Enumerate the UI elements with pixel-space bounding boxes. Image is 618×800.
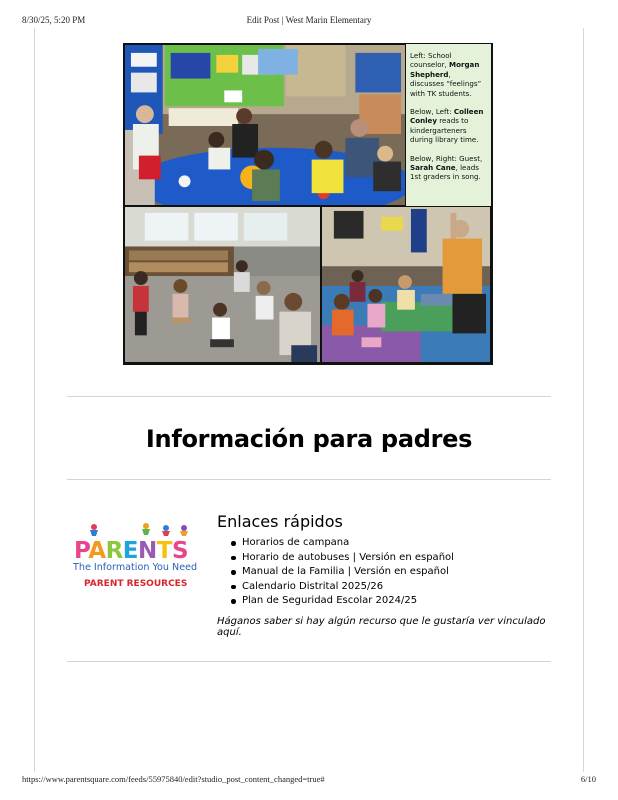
photo-collage [123, 43, 493, 365]
print-url: https://www.parentsquare.com/feeds/55975840/edit?studio_post_content_changed=true# [22, 774, 325, 784]
link-family-handbook[interactable]: Manual de la Familia | Versión en español [231, 565, 557, 580]
svg-text:The Information You Need!: The Information You Need! [73, 562, 198, 573]
quick-links-list [231, 536, 557, 609]
caption-library: Below, Left: Colleen Conley reads to kindergarteners during library time. [410, 107, 484, 145]
library-photo [124, 206, 321, 363]
quick-links-section [217, 512, 557, 638]
parent-resources-logo [70, 520, 198, 592]
section-divider-middle [67, 479, 551, 480]
link-school-safety-plan[interactable]: Plan de Seguridad Escolar 2024/25 [231, 594, 557, 609]
link-district-calendar[interactable]: Calendario Distrital 2025/26 [231, 580, 557, 595]
music-photo [321, 206, 491, 363]
resource-request-note: Háganos saber si hay algún recurso que le gustaría ver vinculado aquí. [217, 615, 546, 638]
section-divider-top [67, 396, 551, 397]
print-page-title: Edit Post | West Marin Elementary [246, 15, 372, 25]
print-header [22, 15, 596, 27]
classroom-photo-counselor [124, 44, 406, 206]
svg-text:PARENTS: PARENTS [74, 538, 189, 564]
caption-song: Below, Right: Guest, Sarah Cane, leads 1st graders in song. [410, 153, 483, 182]
svg-text:PARENT RESOURCES: PARENT RESOURCES [84, 579, 188, 589]
print-datetime: 8/30/25, 5:20 PM [22, 15, 86, 25]
photo-caption [406, 44, 491, 206]
print-footer [22, 774, 596, 786]
caption-counselor: Left: School counselor, Morgan Shepherd, discusses “feelings” with TK students. [410, 51, 482, 98]
section-title: Información para padres [145, 425, 473, 453]
link-bell-schedules[interactable]: Horarios de campana [231, 536, 557, 551]
section-divider-bottom [67, 661, 551, 662]
print-page-number: 6/10 [580, 774, 596, 784]
quick-links-heading: Enlaces rápidos [217, 512, 343, 531]
link-bus-schedule[interactable]: Horario de autobuses | Versión en español [231, 551, 557, 566]
